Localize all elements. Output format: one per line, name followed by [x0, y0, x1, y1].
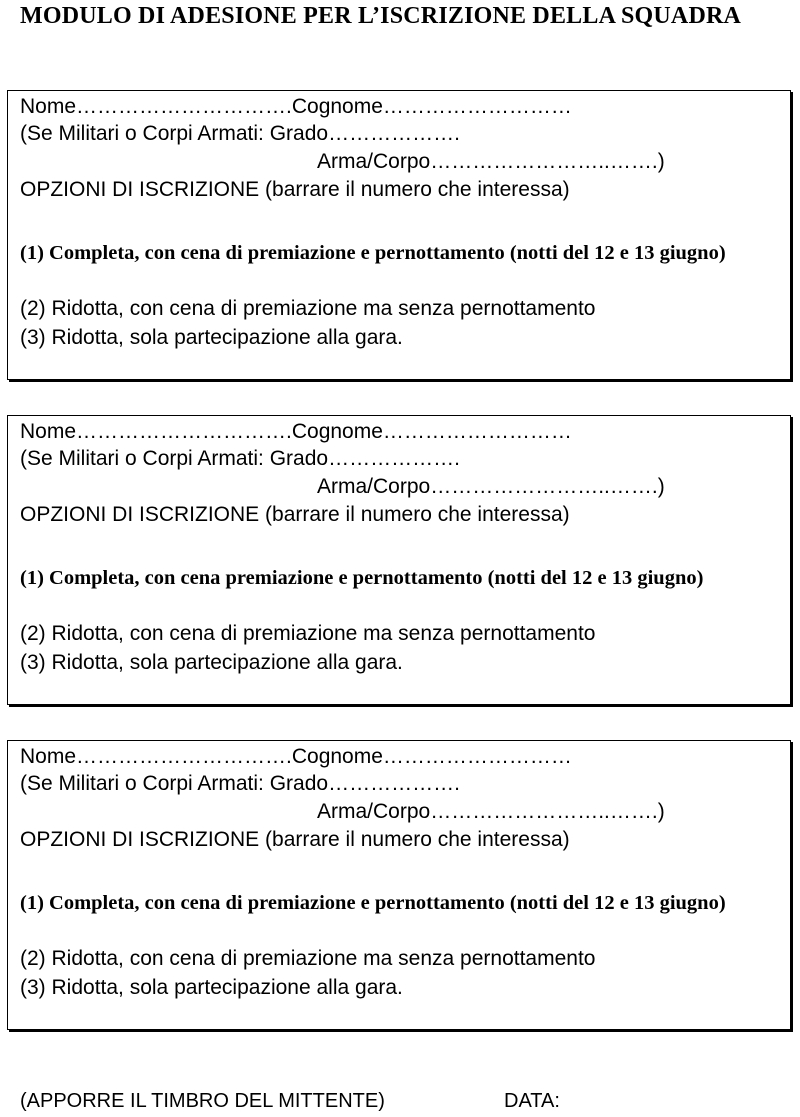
- arma-corpo-line: Arma/Corpo……………………..…….): [317, 150, 665, 173]
- option-1-full: (1) Completa, con cena premiazione e pernottamento (notti del 12 e 13 giugno): [20, 567, 704, 589]
- name-surname-line: Nome………………………….Cognome………………………: [20, 745, 572, 768]
- option-1-full: (1) Completa, con cena di premiazione e pernottamento (notti del 12 e 13 giugno): [20, 242, 726, 264]
- options-heading: OPZIONI DI ISCRIZIONE (barrare il numero che interessa): [20, 503, 570, 526]
- name-surname-line: Nome………………………….Cognome………………………: [20, 420, 572, 443]
- options-heading: OPZIONI DI ISCRIZIONE (barrare il numero che interessa): [20, 178, 570, 201]
- registration-form-1: [7, 90, 791, 380]
- military-grade-line: (Se Militari o Corpi Armati: Grado……………….: [20, 772, 460, 795]
- registration-form-2: [7, 415, 791, 705]
- options-heading: OPZIONI DI ISCRIZIONE (barrare il numero che interessa): [20, 828, 570, 851]
- option-2-reduced: (2) Ridotta, con cena di premiazione ma senza pernottamento: [20, 622, 596, 645]
- page-title: MODULO DI ADESIONE PER L’ISCRIZIONE DELLA SQUADRA: [20, 3, 742, 29]
- option-2-reduced: (2) Ridotta, con cena di premiazione ma senza pernottamento: [20, 297, 596, 320]
- option-2-reduced: (2) Ridotta, con cena di premiazione ma senza pernottamento: [20, 947, 596, 970]
- option-3-race-only: (3) Ridotta, sola partecipazione alla gara.: [20, 326, 403, 349]
- military-grade-line: (Se Militari o Corpi Armati: Grado……………….: [20, 122, 460, 145]
- name-surname-line: Nome………………………….Cognome………………………: [20, 95, 572, 118]
- date-label: DATA:: [504, 1090, 560, 1112]
- sender-stamp-label: (APPORRE IL TIMBRO DEL MITTENTE): [20, 1090, 385, 1112]
- registration-form-3: [7, 740, 791, 1030]
- option-1-full: (1) Completa, con cena di premiazione e pernottamento (notti del 12 e 13 giugno): [20, 892, 726, 914]
- option-3-race-only: (3) Ridotta, sola partecipazione alla gara.: [20, 976, 403, 999]
- military-grade-line: (Se Militari o Corpi Armati: Grado……………….: [20, 447, 460, 470]
- arma-corpo-line: Arma/Corpo……………………..…….): [317, 800, 665, 823]
- arma-corpo-line: Arma/Corpo……………………..…….): [317, 475, 665, 498]
- option-3-race-only: (3) Ridotta, sola partecipazione alla gara.: [20, 651, 403, 674]
